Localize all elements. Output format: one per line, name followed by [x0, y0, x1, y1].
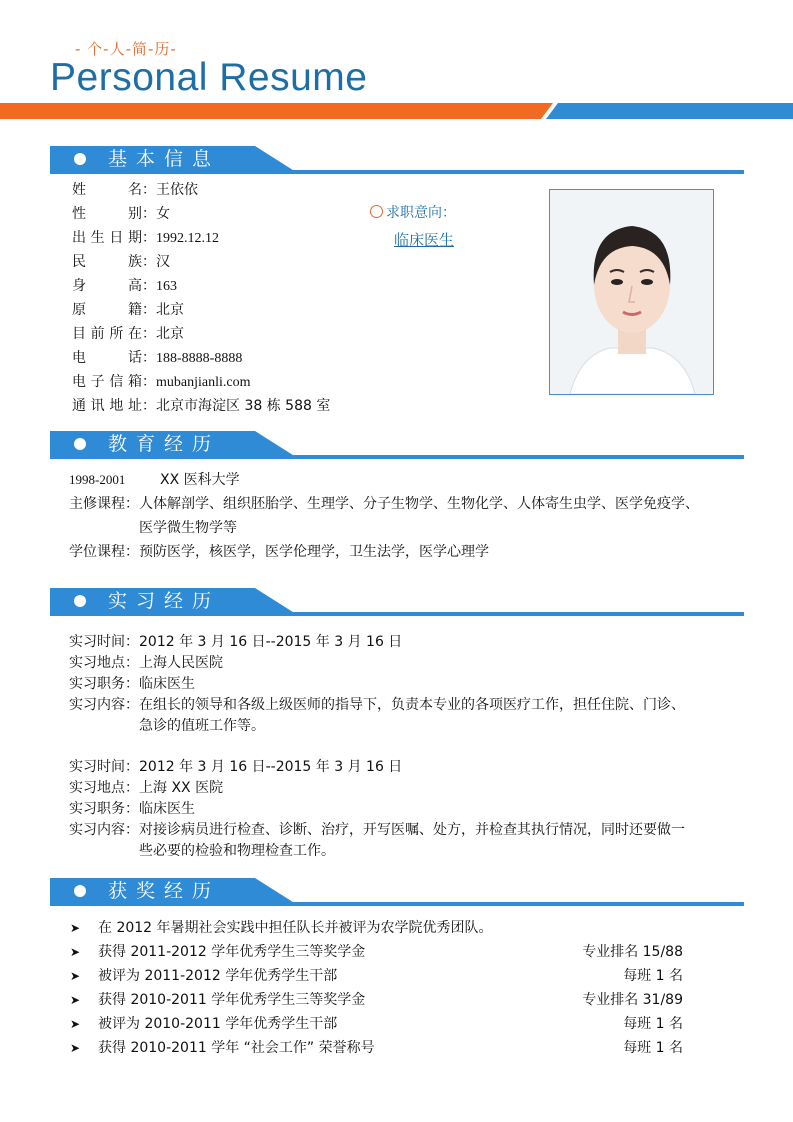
internship-time: 2012 年 3 月 16 日--2015 年 3 月 16 日 [139, 634, 403, 650]
info-row-birthday: 出生日期：1992.12.12 [72, 230, 219, 246]
arrow-bullet-icon: ➤ [70, 969, 81, 983]
info-row-name: 姓名：王依依 [72, 182, 198, 198]
education-major-line1: 人体解剖学、组织胚胎学、生理学、分子生物学、生物化学、人体寄生虫学、医学免疫学、 [139, 496, 699, 512]
blue-banner-bar [546, 103, 793, 119]
internship-time-label: 实习时间： [69, 759, 139, 775]
section-header-education [50, 431, 744, 461]
header-subtitle: - 个-人-简-历- [75, 40, 177, 58]
education-degree-label: 学位课程： [69, 544, 139, 560]
internship-role-label: 实习职务： [69, 801, 139, 817]
award-item: ➤ 获得 2010-2011 学年优秀学生三等奖学金 专业排名 31/89 [70, 992, 683, 1008]
info-row-location: 目前所在：北京 [72, 326, 184, 342]
info-row-ethnicity: 民族：汉 [72, 254, 170, 270]
bullet-dot-icon [74, 595, 86, 607]
education-major-line2: 医学微生物学等 [139, 520, 237, 536]
education-degree-courses: 预防医学，核医学，医学伦理学，卫生法学，医学心理学 [139, 544, 489, 560]
internship-time: 2012 年 3 月 16 日--2015 年 3 月 16 日 [139, 759, 403, 775]
internship-role-label: 实习职务： [69, 676, 139, 692]
education-major-label: 主修课程： [69, 496, 139, 512]
orange-banner-bar [0, 103, 553, 119]
internship-content-line1: 对接诊病员进行检查、诊断、治疗，开写医嘱、处方，并检查其执行情况，同时还要做一 [139, 822, 685, 838]
info-row-phone: 电话：188-8888-8888 [72, 350, 243, 366]
info-row-address: 通讯地址：北京市海淀区 38 栋 588 室 [72, 398, 331, 414]
internship-content-line1: 在组长的领导和各级上级医师的指导下，负责本专业的各项医疗工作，担任住院、门诊、 [139, 697, 685, 713]
page-title: Personal Resume [50, 56, 368, 99]
job-intent-label: 求职意向： [370, 202, 456, 222]
info-row-origin: 原籍：北京 [72, 302, 184, 318]
info-row-email: 电子信箱：mubanjianli.com [72, 374, 251, 390]
arrow-bullet-icon: ➤ [70, 1017, 81, 1031]
internship-place-label: 实习地点： [69, 780, 139, 796]
internship-place-label: 实习地点： [69, 655, 139, 671]
internship-role: 临床医生 [139, 676, 195, 692]
award-item: ➤ 被评为 2011-2012 学年优秀学生干部 每班 1 名 [70, 968, 683, 984]
award-item: ➤ 获得 2011-2012 学年优秀学生三等奖学金 专业排名 15/88 [70, 944, 683, 960]
internship-role: 临床医生 [139, 801, 195, 817]
arrow-bullet-icon: ➤ [70, 945, 81, 959]
award-item: ➤ 被评为 2010-2011 学年优秀学生干部 每班 1 名 [70, 1016, 683, 1032]
award-item: ➤ 获得 2010-2011 学年 “社会工作” 荣誉称号 每班 1 名 [70, 1040, 683, 1056]
internship-content-line2: 些必要的检验和物理检查工作。 [139, 843, 335, 859]
internship-place: 上海人民医院 [139, 655, 223, 671]
bullet-dot-icon [74, 438, 86, 450]
profile-photo [549, 189, 714, 395]
arrow-bullet-icon: ➤ [70, 1041, 81, 1055]
internship-content-line2: 急诊的值班工作等。 [139, 718, 265, 734]
bullet-dot-icon [74, 153, 86, 165]
info-row-gender: 性别：女 [72, 206, 170, 222]
internship-place: 上海 XX 医院 [139, 780, 224, 796]
portrait-avatar-icon [550, 190, 713, 394]
education-period: 1998-2001 [69, 472, 126, 487]
section-header-awards [50, 878, 744, 908]
award-item: ➤ 在 2012 年暑期社会实践中担任队长并被评为农学院优秀团队。 [70, 920, 493, 936]
internship-content-label: 实习内容： [69, 822, 139, 838]
internship-content-label: 实习内容： [69, 697, 139, 713]
arrow-bullet-icon: ➤ [70, 921, 81, 935]
section-title: 基本信息 [108, 148, 221, 170]
section-header-internship [50, 588, 744, 618]
section-title: 教育经历 [108, 433, 221, 455]
arrow-bullet-icon: ➤ [70, 993, 81, 1007]
internship-time-label: 实习时间： [69, 634, 139, 650]
section-title: 实习经历 [108, 590, 221, 612]
job-intent-value: 临床医生 [394, 231, 455, 249]
section-title: 获奖经历 [108, 880, 221, 902]
section-header-basic [50, 146, 744, 176]
bullet-dot-icon [74, 885, 86, 897]
info-row-height: 身高：163 [72, 278, 177, 294]
circle-icon [370, 205, 383, 218]
education-school: XX 医科大学 [160, 472, 240, 488]
